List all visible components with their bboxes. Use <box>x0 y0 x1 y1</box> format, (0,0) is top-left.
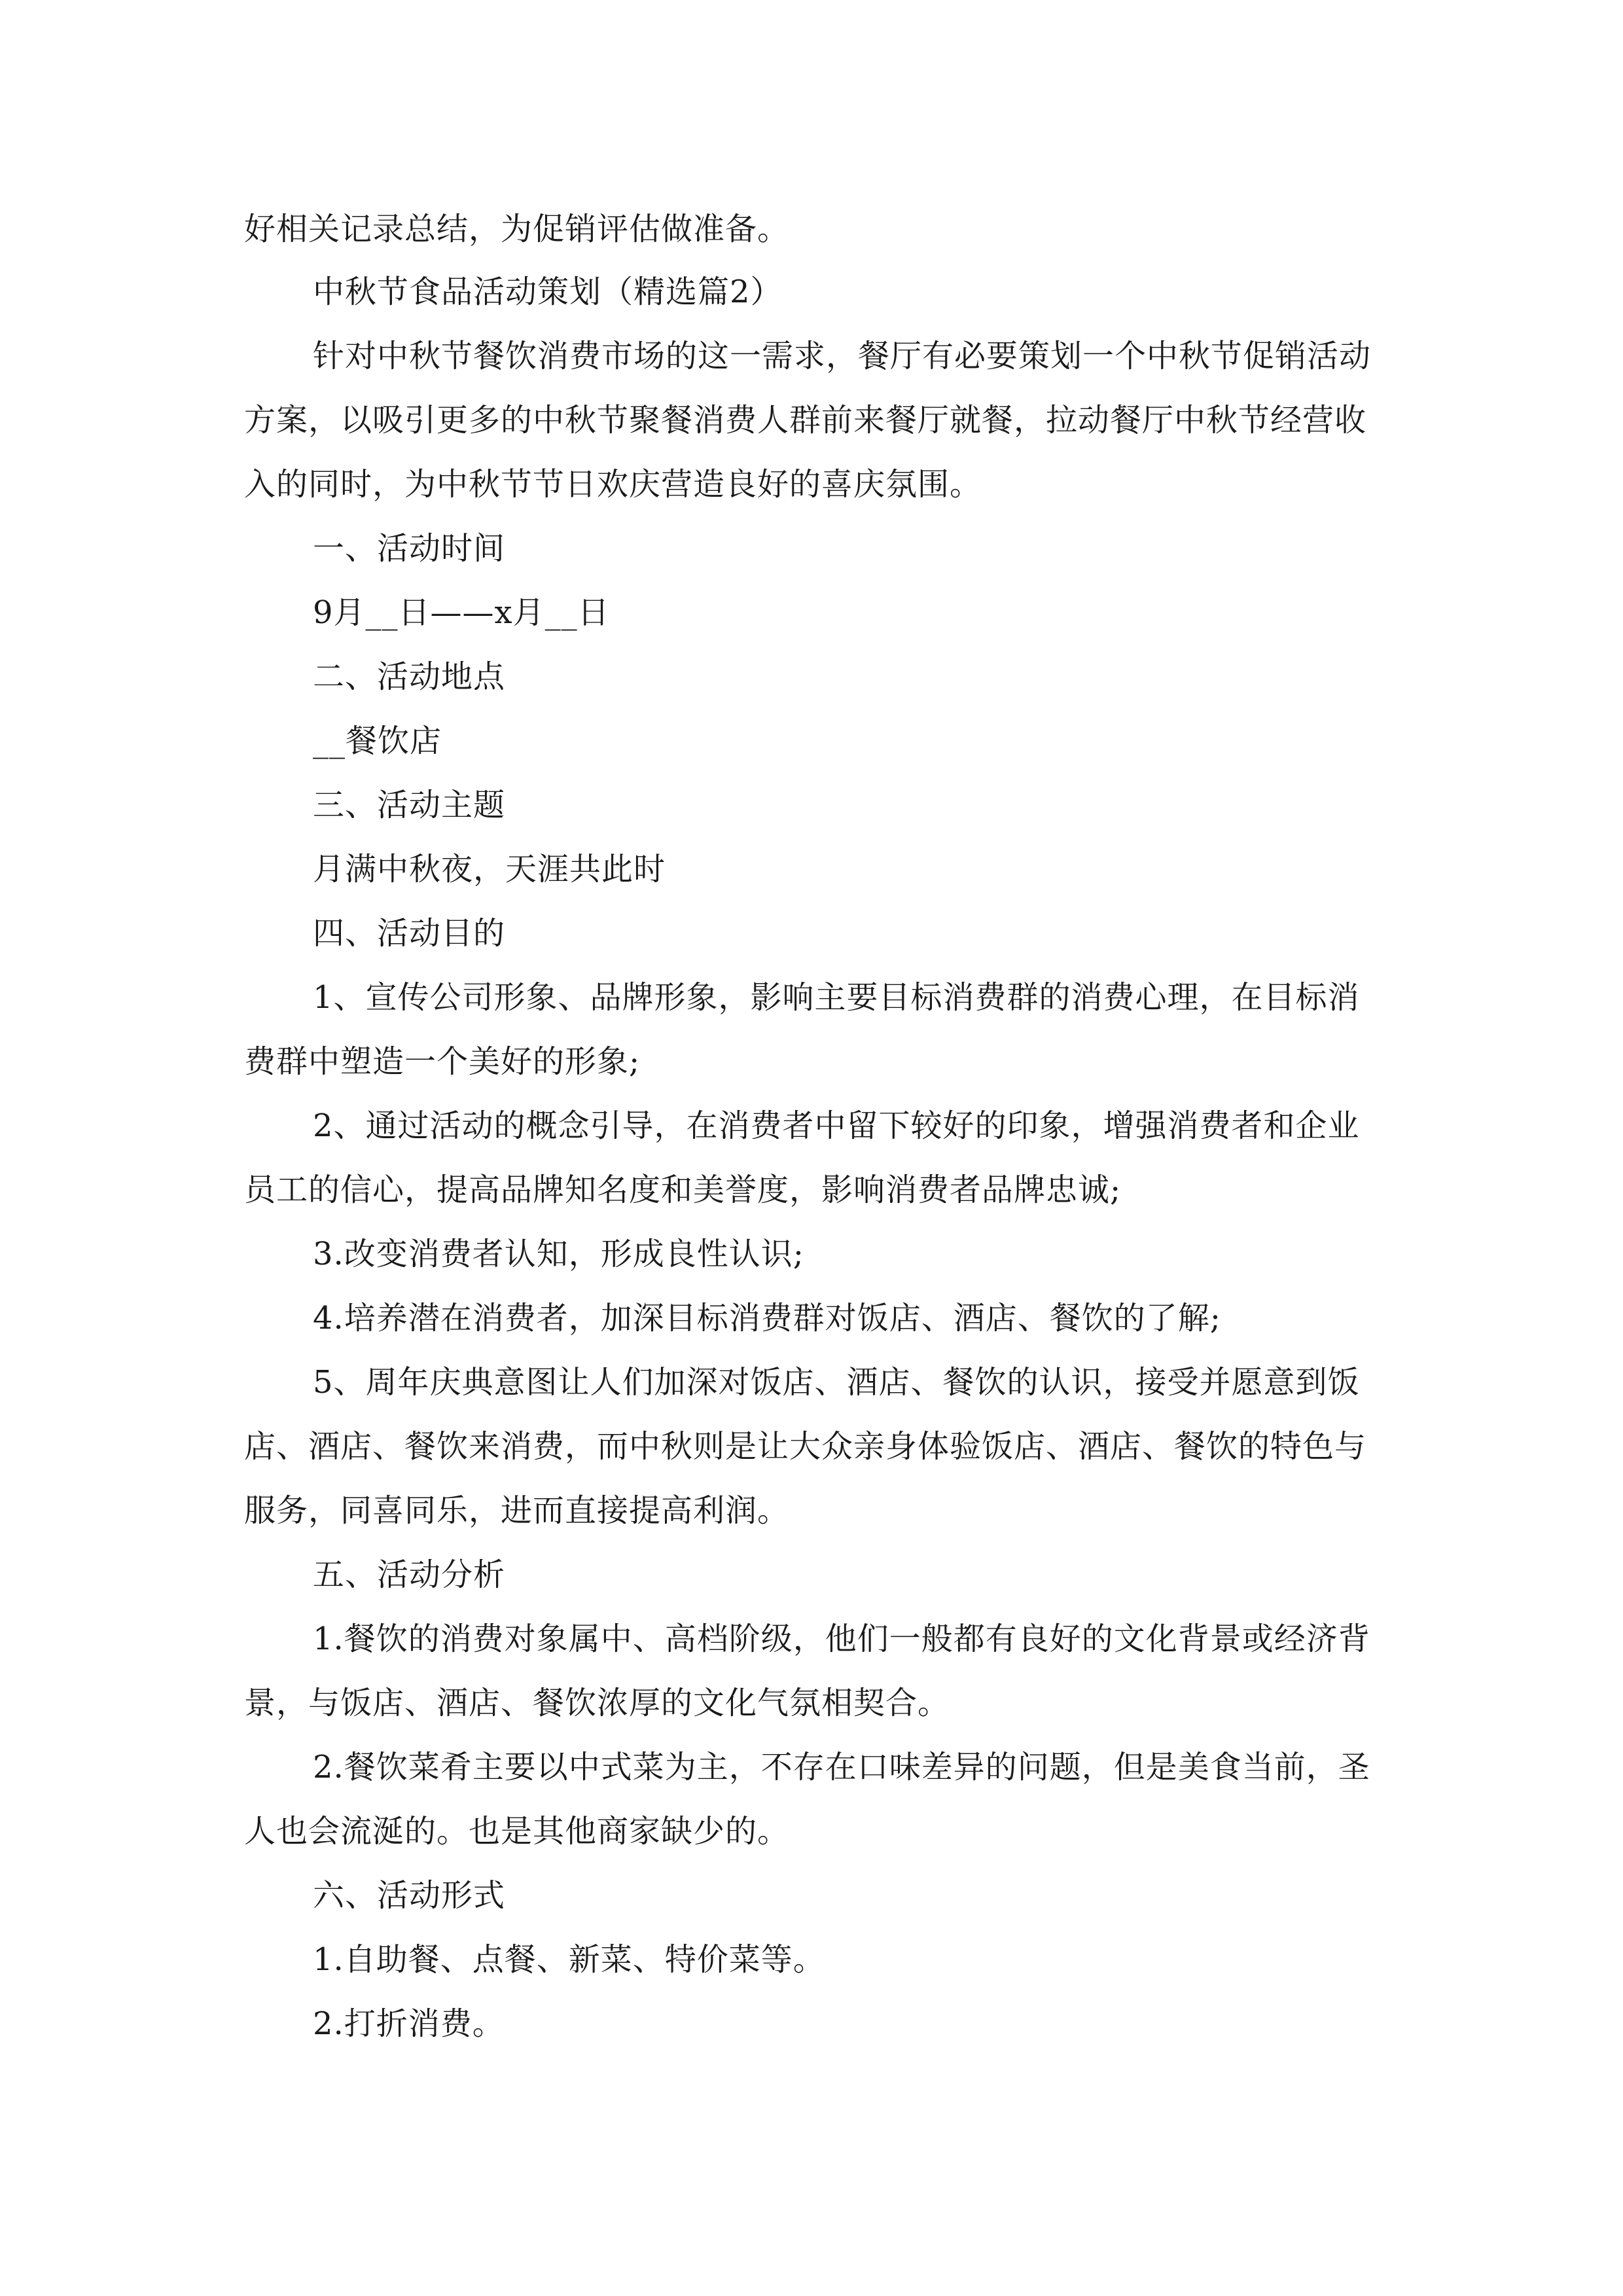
analysis-item-1: 1.餐饮的消费对象属中、高档阶级，他们一般都有良好的文化背景或经济背 <box>313 1621 1370 1657</box>
heading-activity-location: 二、活动地点 <box>313 658 506 695</box>
heading-activity-theme: 三、活动主题 <box>313 787 506 823</box>
intro-paragraph-line: 入的同时，为中秋节节日欢庆营造良好的喜庆氛围。 <box>244 466 982 503</box>
activity-location-value: __餐饮店 <box>313 723 442 759</box>
purpose-item-1-cont: 费群中塑造一个美好的形象; <box>244 1043 641 1080</box>
activity-time-value: 9月__日——x月__日 <box>313 594 610 631</box>
continuation-line: 好相关记录总结，为促销评估做准备。 <box>244 211 790 247</box>
form-item-2: 2.打折消费。 <box>313 2005 505 2042</box>
form-item-1: 1.自助餐、点餐、新菜、特价菜等。 <box>313 1941 825 1978</box>
intro-paragraph-line: 针对中秋节餐饮消费市场的这一需求，餐厅有必要策划一个中秋节促销活动 <box>313 338 1372 374</box>
intro-paragraph-line: 方案，以吸引更多的中秋节聚餐消费人群前来餐厅就餐，拉动餐厅中秋节经营收 <box>244 402 1367 439</box>
analysis-item-2: 2.餐饮菜肴主要以中式菜为主，不存在口味差异的问题，但是美食当前，圣 <box>313 1749 1370 1785</box>
activity-theme-value: 月满中秋夜，天涯共此时 <box>313 851 666 888</box>
purpose-item-3: 3.改变消费者认知，形成良性认识; <box>313 1236 804 1272</box>
heading-activity-purpose: 四、活动目的 <box>313 915 506 952</box>
heading-activity-analysis: 五、活动分析 <box>313 1556 506 1593</box>
purpose-item-5: 5、周年庆典意图让人们加深对饭店、酒店、餐饮的认识，接受并愿意到饭 <box>313 1364 1360 1401</box>
purpose-item-2-cont: 员工的信心，提高品牌知名度和美誉度，影响消费者品牌忠诚; <box>244 1172 1122 1208</box>
purpose-item-2: 2、通过活动的概念引导，在消费者中留下较好的印象，增强消费者和企业 <box>313 1107 1360 1144</box>
purpose-item-1: 1、宣传公司形象、品牌形象，影响主要目标消费群的消费心理，在目标消 <box>313 979 1360 1016</box>
purpose-item-5-cont: 服务，同喜同乐，进而直接提高利润。 <box>244 1492 790 1529</box>
analysis-item-1-cont: 景，与饭店、酒店、餐饮浓厚的文化气氛相契合。 <box>244 1685 950 1721</box>
analysis-item-2-cont: 人也会流涎的。也是其他商家缺少的。 <box>244 1813 790 1850</box>
purpose-item-4: 4.培养潜在消费者，加深目标消费群对饭店、酒店、餐饮的了解; <box>313 1300 1221 1336</box>
section-title: 中秋节食品活动策划（精选篇2） <box>313 274 783 310</box>
purpose-item-5-cont: 店、酒店、餐饮来消费，而中秋则是让大众亲身体验饭店、酒店、餐饮的特色与 <box>244 1428 1367 1465</box>
heading-activity-time: 一、活动时间 <box>313 530 506 567</box>
heading-activity-form: 六、活动形式 <box>313 1877 506 1914</box>
